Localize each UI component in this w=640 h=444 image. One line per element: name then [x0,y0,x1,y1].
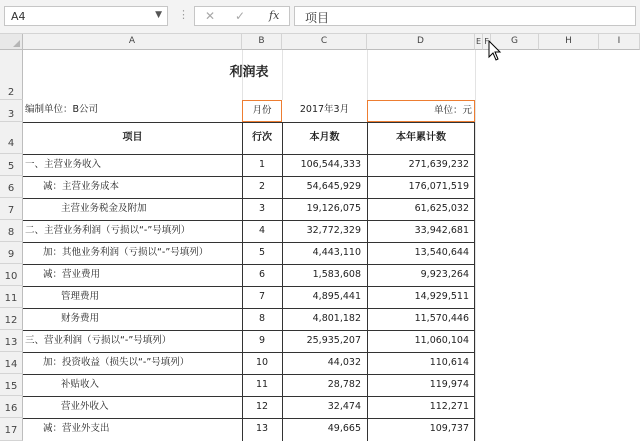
item-cell[interactable]: 财务费用 [61,313,100,324]
row-header-12[interactable]: 12 [0,308,23,330]
insert-function-icon[interactable]: fx [269,9,280,22]
row-header-2[interactable]: 2 [0,50,23,100]
ytd-value-cell[interactable]: 11,060,104 [414,335,469,346]
line-no-cell[interactable]: 12 [255,401,269,412]
item-cell[interactable]: 减：营业费用 [43,269,101,280]
header-line-no[interactable]: 行次 [252,132,272,143]
month-value-cell[interactable]: 44,032 [327,357,361,368]
ytd-value-cell[interactable]: 11,570,446 [414,313,469,324]
item-cell[interactable]: 减：主营业务成本 [43,181,120,192]
line-no-cell[interactable]: 11 [255,379,269,390]
item-cell[interactable]: 三、营业利润（亏损以“-”号填列） [25,335,172,346]
col-header-e[interactable]: E [475,34,483,50]
line-no-cell[interactable]: 9 [258,335,266,346]
formula-value: 项目 [305,11,330,25]
ytd-value-cell[interactable]: 110,614 [429,357,469,368]
formula-buttons [194,6,290,26]
col-header-f[interactable]: F [483,34,491,50]
row-header-5[interactable]: 5 [0,154,23,176]
line-no-cell[interactable]: 8 [258,313,266,324]
month-value-cell[interactable]: 25,935,207 [306,335,361,346]
row-header-7[interactable]: 7 [0,198,23,220]
line-no-cell[interactable]: 10 [255,357,269,368]
select-all-button[interactable] [0,34,23,50]
header-month[interactable]: 本月数 [309,132,340,143]
col-header-i[interactable]: I [599,34,640,50]
item-cell[interactable]: 一、主营业务收入 [25,159,102,170]
formula-input[interactable] [294,6,636,26]
item-cell[interactable]: 加：其他业务利润（亏损以“-”号填列） [43,247,209,258]
compiler-cell[interactable]: 编制单位：B公司 [25,104,99,115]
row-header-6[interactable]: 6 [0,176,23,198]
month-value-cell[interactable]: 28,782 [327,379,361,390]
item-cell[interactable]: 补贴收入 [61,379,100,390]
ytd-value-cell[interactable]: 109,737 [429,423,469,434]
row-header-10[interactable]: 10 [0,264,23,286]
ytd-value-cell[interactable]: 14,929,511 [414,291,469,302]
item-cell[interactable]: 营业外收入 [61,401,109,412]
ytd-value-cell[interactable]: 61,625,032 [414,203,469,214]
col-header-d[interactable]: D [367,34,475,50]
month-value-cell[interactable]: 19,126,075 [306,203,361,214]
table-divider [242,122,243,441]
row-header-15[interactable]: 15 [0,374,23,396]
col-header-c[interactable]: C [282,34,367,50]
month-value-cell[interactable]: 54,645,929 [306,181,361,192]
grid-line [475,50,476,441]
col-header-b[interactable]: B [242,34,282,50]
line-no-cell[interactable]: 5 [258,247,266,258]
row-header-4[interactable]: 4 [0,122,23,154]
more-icon: ⋮ [178,8,189,21]
col-header-g[interactable]: G [491,34,539,50]
line-no-cell[interactable]: 13 [255,423,269,434]
table-divider [367,122,368,441]
month-value-cell[interactable]: 4,895,441 [312,291,361,302]
month-value-cell[interactable]: 1,583,608 [312,269,361,280]
item-cell[interactable]: 加：投资收益（损失以“-”号填列） [43,357,190,368]
row-header-13[interactable]: 13 [0,330,23,352]
month-value-cell[interactable]: 106,544,333 [300,159,361,170]
sheet-title[interactable]: 利润表 [229,65,269,80]
month-value-cell[interactable]: 32,474 [327,401,361,412]
line-no-cell[interactable]: 6 [258,269,266,280]
month-value-cell[interactable]: 4,801,182 [312,313,361,324]
ytd-value-cell[interactable]: 112,271 [429,401,469,412]
col-header-a[interactable]: A [23,34,242,50]
item-cell[interactable]: 管理费用 [61,291,100,302]
month-label-cell[interactable]: 月份 [242,100,282,122]
cancel-icon[interactable]: ✕ [205,9,216,23]
row-header-16[interactable]: 16 [0,396,23,418]
item-cell[interactable]: 二、主营业务利润（亏损以“-”号填列） [25,225,191,236]
period-cell[interactable]: 2017年3月 [299,104,350,115]
unit-cell[interactable]: 单位：元 [367,100,475,122]
month-value-cell[interactable]: 32,772,329 [306,225,361,236]
name-box-value: A4 [11,10,26,23]
formula-bar [0,0,640,34]
row-header-9[interactable]: 9 [0,242,23,264]
month-value-cell[interactable]: 49,665 [327,423,361,434]
ytd-value-cell[interactable]: 119,974 [429,379,469,390]
row-header-14[interactable]: 14 [0,352,23,374]
month-value-cell[interactable]: 4,443,110 [312,247,361,258]
line-no-cell[interactable]: 3 [258,203,266,214]
col-header-h[interactable]: H [539,34,599,50]
item-cell[interactable]: 主营业务税金及附加 [61,203,147,214]
header-ytd[interactable]: 本年累计数 [396,132,446,143]
name-box[interactable] [4,6,168,26]
row-header-8[interactable]: 8 [0,220,23,242]
ytd-value-cell[interactable]: 271,639,232 [408,159,469,170]
cursor-icon [488,40,502,62]
ytd-value-cell[interactable]: 33,942,681 [414,225,469,236]
line-no-cell[interactable]: 2 [258,181,266,192]
ytd-value-cell[interactable]: 13,540,644 [414,247,469,258]
row-header-11[interactable]: 11 [0,286,23,308]
ytd-value-cell[interactable]: 9,923,264 [420,269,469,280]
line-no-cell[interactable]: 1 [258,159,266,170]
header-item[interactable]: 项目 [122,132,143,143]
line-no-cell[interactable]: 7 [258,291,266,302]
chevron-down-icon[interactable]: ▼ [155,10,162,20]
row-header-3[interactable]: 3 [0,100,23,122]
row-header-17[interactable]: 17 [0,418,23,441]
item-cell[interactable]: 减：营业外支出 [43,423,110,434]
table-divider [474,122,475,441]
ytd-value-cell[interactable]: 176,071,519 [408,181,469,192]
line-no-cell[interactable]: 4 [258,225,266,236]
enter-icon[interactable]: ✓ [235,9,246,23]
table-divider [282,122,283,441]
